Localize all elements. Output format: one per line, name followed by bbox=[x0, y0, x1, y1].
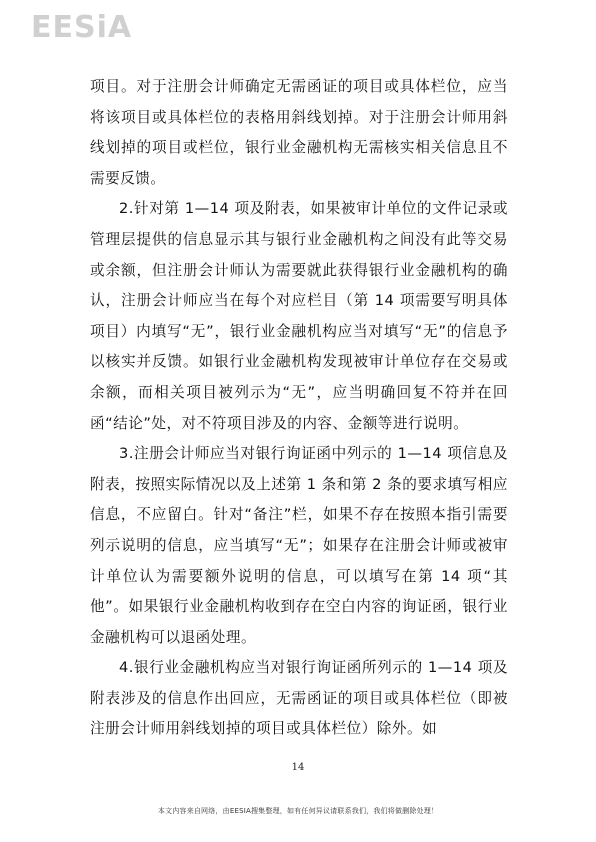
paragraph-item-4: 4.银行业金融机构应当对银行询证函所列示的 1—14 项及附表涉及的信息作出回应，无需函证的项目或具体栏位（即被注册会计师用斜线划掉的项目或具体栏位）除外。如 bbox=[90, 659, 508, 738]
footer-disclaimer: 本文内容来自网络，由EESIA搜集整理，如有任何异议请联系我们，我们将做删除处理！ bbox=[157, 807, 439, 815]
paragraph-continuation: 项目。对于注册会计师确定无需函证的项目或具体栏位，应当将该项目或具体栏位的表格用斜线划掉。对于注册会计师用斜线划掉的项目或栏位，银行业金融机构无需核实相关信息且不需要反馈。 bbox=[90, 78, 508, 187]
paragraph-item-3: 3.注册会计师应当对银行询证函中列示的 1—14 项信息及附表，按照实际情况以及上述第 1 条和第 2 条的要求填写相应信息，不应留白。针对“备注”栏，如果不存在按照本指引需要列示说明的信息，应当填写“无”；如果存在注册会计师或被审计单位认为需要额外说明的信息，可以填写在第 14 项“其他”。如果银行业金融机构收到存在空白内容的询证函，银行业金融机构可以退函处理。 bbox=[90, 445, 508, 646]
page-number: 14 bbox=[291, 762, 305, 773]
document-body bbox=[90, 72, 508, 745]
eesia-logo: EESiA bbox=[31, 10, 133, 45]
paragraph-item-2: 2.针对第 1—14 项及附表，如果被审计单位的文件记录或管理层提供的信息显示其与银行业金融机构之间没有此等交易或余额，但注册会计师认为需要就此获得银行业金融机构的确认，注册会计师应当在每个对应栏目（第 14 项需要写明具体项目）内填写“无”，银行业金融机构应当对填写“无”的信息予以核实并反馈。如银行业金融机构发现被审计单位存在交易或余额，而相关项目被列示为“无”，应当明确回复不符并在回函“结论”处，对不符项目涉及的内容、金额等进行说明。 bbox=[90, 200, 508, 432]
